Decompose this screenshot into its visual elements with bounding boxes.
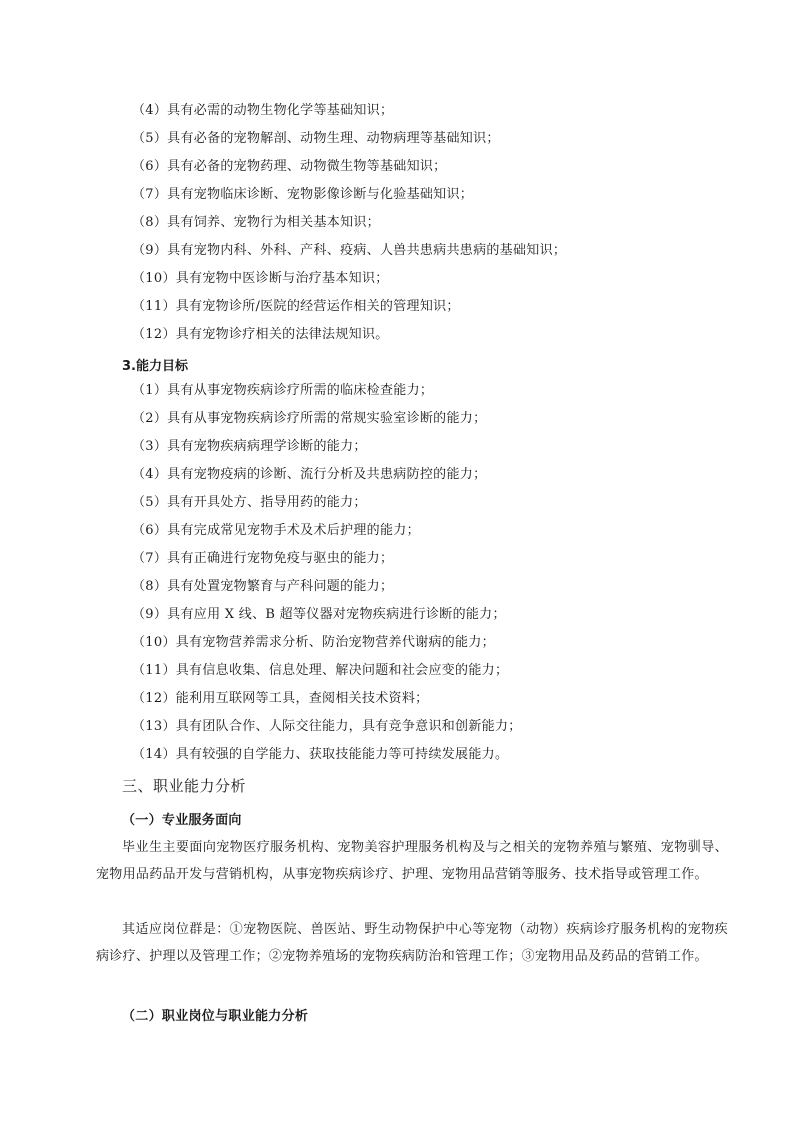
- ability-item-2: （2）具有从事宠物疾病诊疗所需的常规实验室诊断的能力；: [132, 411, 487, 426]
- knowledge-item-5: （5）具有必备的宠物解剖、动物生理、动物病理等基础知识；: [132, 131, 500, 146]
- ability-item-11: （11）具有信息收集、信息处理、解决问题和社会应变的能力；: [132, 663, 509, 678]
- ability-item-6: （6）具有完成常见宠物手术及术后护理的能力；: [132, 523, 420, 538]
- ability-item-1: （1）具有从事宠物疾病诊疗所需的临床检查能力；: [132, 383, 434, 398]
- knowledge-item-8: （8）具有饲养、宠物行为相关基本知识；: [132, 215, 380, 230]
- ability-item-5: （5）具有开具处方、指导用药的能力；: [132, 495, 367, 510]
- knowledge-item-11: （11）具有宠物诊所/医院的经营运作相关的管理知识；: [132, 299, 460, 314]
- ability-item-14: （14）具有较强的自学能力、获取技能能力等可持续发展能力。: [132, 747, 509, 762]
- knowledge-item-7: （7）具有宠物临床诊断、宠物影像诊断与化验基础知识；: [132, 187, 474, 202]
- ability-item-8: （8）具有处置宠物繁育与产科问题的能力；: [132, 579, 394, 594]
- paragraph-job-groups: 其适应岗位群是：①宠物医院、兽医站、野生动物保护中心等宠物（动物）疾病诊疗服务机构的宠物疾病诊疗、护理以及管理工作；②宠物养殖场的宠物疾病防治和管理工作；③宠物用品及药品的营销工作。: [96, 922, 728, 964]
- paragraph-service-direction: 毕业生主要面向宠物医疗服务机构、宠物美容护理服务机构及与之相关的宠物养殖与繁殖、宠物驯导、宠物用品药品开发与营销机构，从事宠物疾病诊疗、护理、宠物用品营销等服务、技术指导或管理工作。: [96, 840, 728, 882]
- ability-item-9: （9）具有应用 X 线、B 超等仪器对宠物疾病进行诊断的能力；: [132, 607, 506, 622]
- section-title: 三、职业能力分析: [122, 777, 247, 795]
- knowledge-item-10: （10）具有宠物中医诊断与治疗基本知识；: [132, 271, 389, 286]
- ability-item-13: （13）具有团队合作、人际交往能力，具有竞争意识和创新能力；: [132, 719, 522, 734]
- subsection-title-career: （二）职业岗位与职业能力分析: [122, 1009, 309, 1024]
- knowledge-item-6: （6）具有必备的宠物药理、动物微生物等基础知识；: [132, 159, 447, 174]
- ability-heading: 3.能力目标: [122, 359, 188, 374]
- knowledge-item-4: （4）具有必需的动物生物化学等基础知识；: [132, 103, 394, 118]
- ability-item-4: （4）具有宠物疫病的诊断、流行分析及共患病防控的能力；: [132, 467, 487, 482]
- subsection-title-service: （一）专业服务面向: [122, 813, 242, 828]
- ability-item-12: （12）能利用互联网等工具，查阅相关技术资料；: [132, 691, 429, 706]
- ability-item-3: （3）具有宠物疾病病理学诊断的能力；: [132, 439, 367, 454]
- knowledge-item-12: （12）具有宠物诊疗相关的法律法规知识。: [132, 327, 389, 342]
- ability-item-10: （10）具有宠物营养需求分析、防治宠物营养代谢病的能力；: [132, 635, 495, 650]
- knowledge-item-9: （9）具有宠物内科、外科、产科、疫病、人兽共患病共患病的基础知识；: [132, 243, 567, 258]
- ability-item-7: （7）具有正确进行宠物免疫与驱虫的能力；: [132, 551, 394, 566]
